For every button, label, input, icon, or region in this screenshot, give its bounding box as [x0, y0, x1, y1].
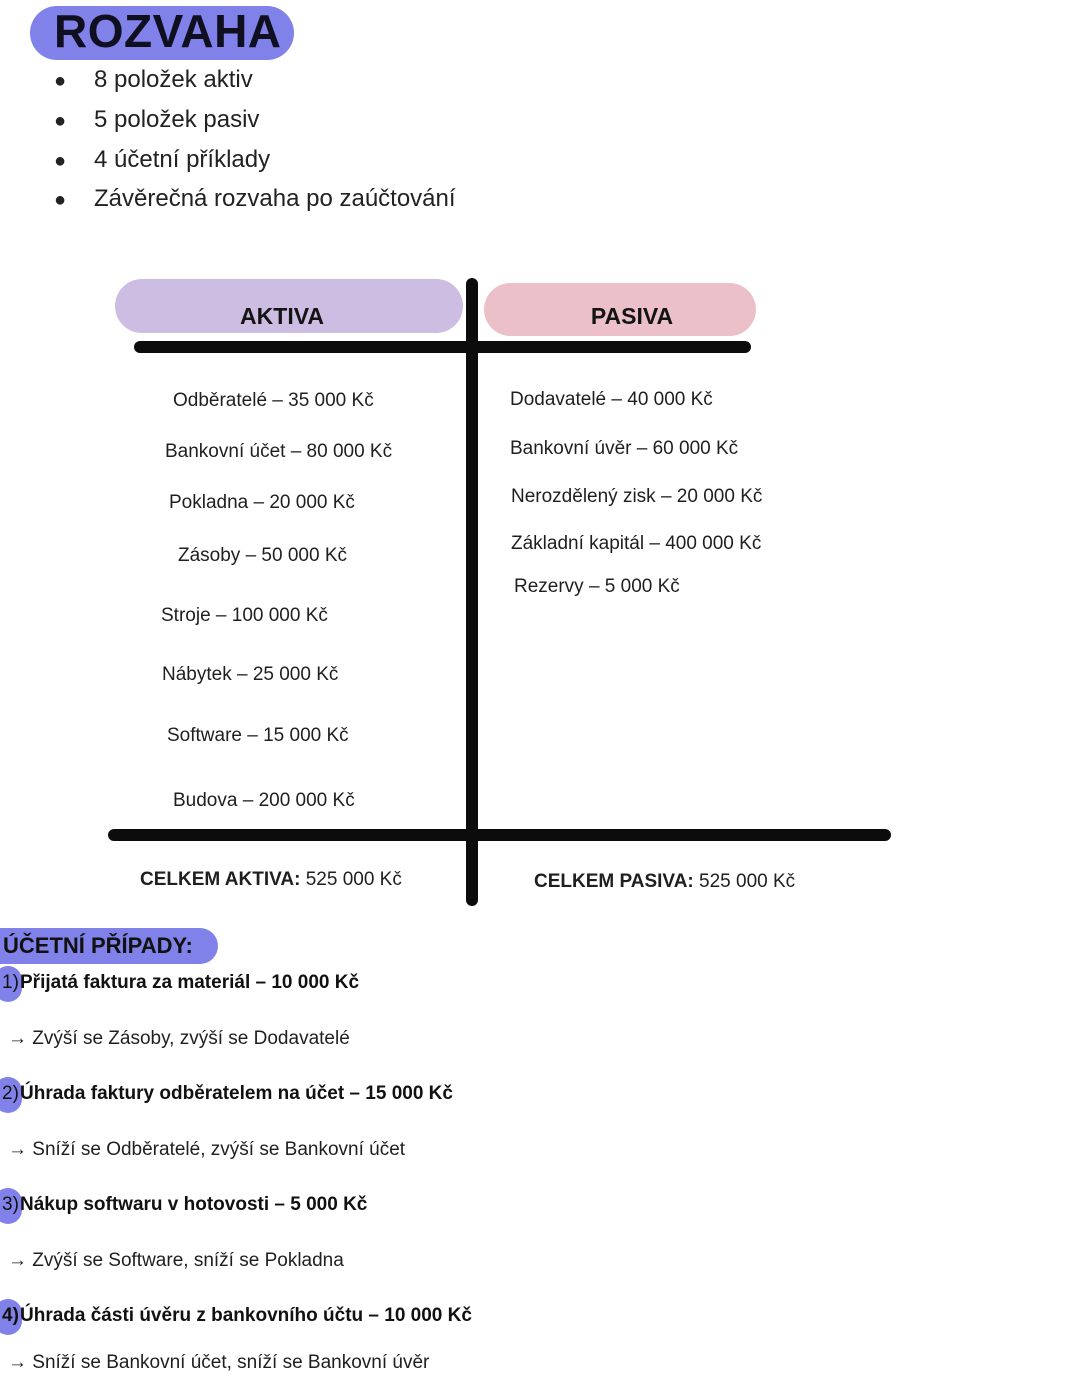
- pasiva-item: Nerozdělený zisk – 20 000 Kč: [511, 486, 763, 507]
- aktiva-item: Odběratelé – 35 000 Kč: [173, 390, 374, 411]
- bullet-icon: ●: [54, 70, 67, 92]
- case-number: 4): [2, 1305, 19, 1326]
- summary-item: ● 4 účetní příklady: [54, 146, 271, 173]
- aktiva-item: Pokladna – 20 000 Kč: [169, 492, 355, 513]
- cases-title: ÚČETNÍ PŘÍPADY:: [3, 933, 193, 958]
- pasiva-item: Bankovní úvěr – 60 000 Kč: [510, 438, 739, 459]
- case-number: 1): [2, 972, 19, 993]
- case-effect: → Zvýší se Zásoby, zvýší se Dodavatelé: [8, 1028, 350, 1049]
- case-number: 2): [2, 1083, 19, 1104]
- pasiva-total: CELKEM PASIVA: 525 000 Kč: [534, 871, 796, 892]
- aktiva-item: Stroje – 100 000 Kč: [161, 605, 328, 626]
- page-title: ROZVAHA: [54, 5, 282, 57]
- case-title: Přijatá faktura za materiál – 10 000 Kč: [20, 972, 360, 993]
- pasiva-item: Základní kapitál – 400 000 Kč: [511, 533, 762, 554]
- bullet-icon: ●: [54, 189, 67, 211]
- pasiva-header: PASIVA: [590, 303, 674, 329]
- case-effect: → Sníží se Bankovní účet, sníží se Bankovní úvěr: [8, 1352, 430, 1373]
- summary-item: ● 5 položek pasiv: [54, 106, 260, 133]
- bullet-icon: ●: [54, 110, 67, 132]
- t-account-bottom-line: [108, 829, 891, 841]
- t-account-top-line: [134, 341, 751, 353]
- summary-item: ● Závěrečná rozvaha po zaúčtování: [54, 185, 456, 212]
- case-title: Úhrada faktury odběratelem na účet – 15 000 Kč: [20, 1083, 453, 1104]
- summary-item: ● 8 položek aktiv: [54, 66, 253, 93]
- aktiva-item: Software – 15 000 Kč: [167, 725, 349, 746]
- case-title: Nákup softwaru v hotovosti – 5 000 Kč: [20, 1194, 368, 1215]
- pasiva-item: Dodavatelé – 40 000 Kč: [510, 389, 713, 410]
- aktiva-total: CELKEM AKTIVA: 525 000 Kč: [140, 869, 402, 890]
- pasiva-item: Rezervy – 5 000 Kč: [514, 576, 680, 597]
- aktiva-header: AKTIVA: [240, 303, 324, 329]
- aktiva-item: Nábytek – 25 000 Kč: [162, 664, 339, 685]
- case-effect: → Sníží se Odběratelé, zvýší se Bankovní účet: [8, 1139, 406, 1160]
- t-account-divider: [466, 278, 478, 906]
- aktiva-item: Budova – 200 000 Kč: [173, 790, 355, 811]
- aktiva-item: Bankovní účet – 80 000 Kč: [165, 441, 393, 462]
- bullet-icon: ●: [54, 150, 67, 172]
- case-effect: → Zvýší se Software, sníží se Pokladna: [8, 1250, 344, 1271]
- aktiva-item: Zásoby – 50 000 Kč: [178, 545, 347, 566]
- case-number: 3): [2, 1194, 19, 1215]
- case-title: Úhrada části úvěru z bankovního účtu – 10 000 Kč: [20, 1305, 472, 1326]
